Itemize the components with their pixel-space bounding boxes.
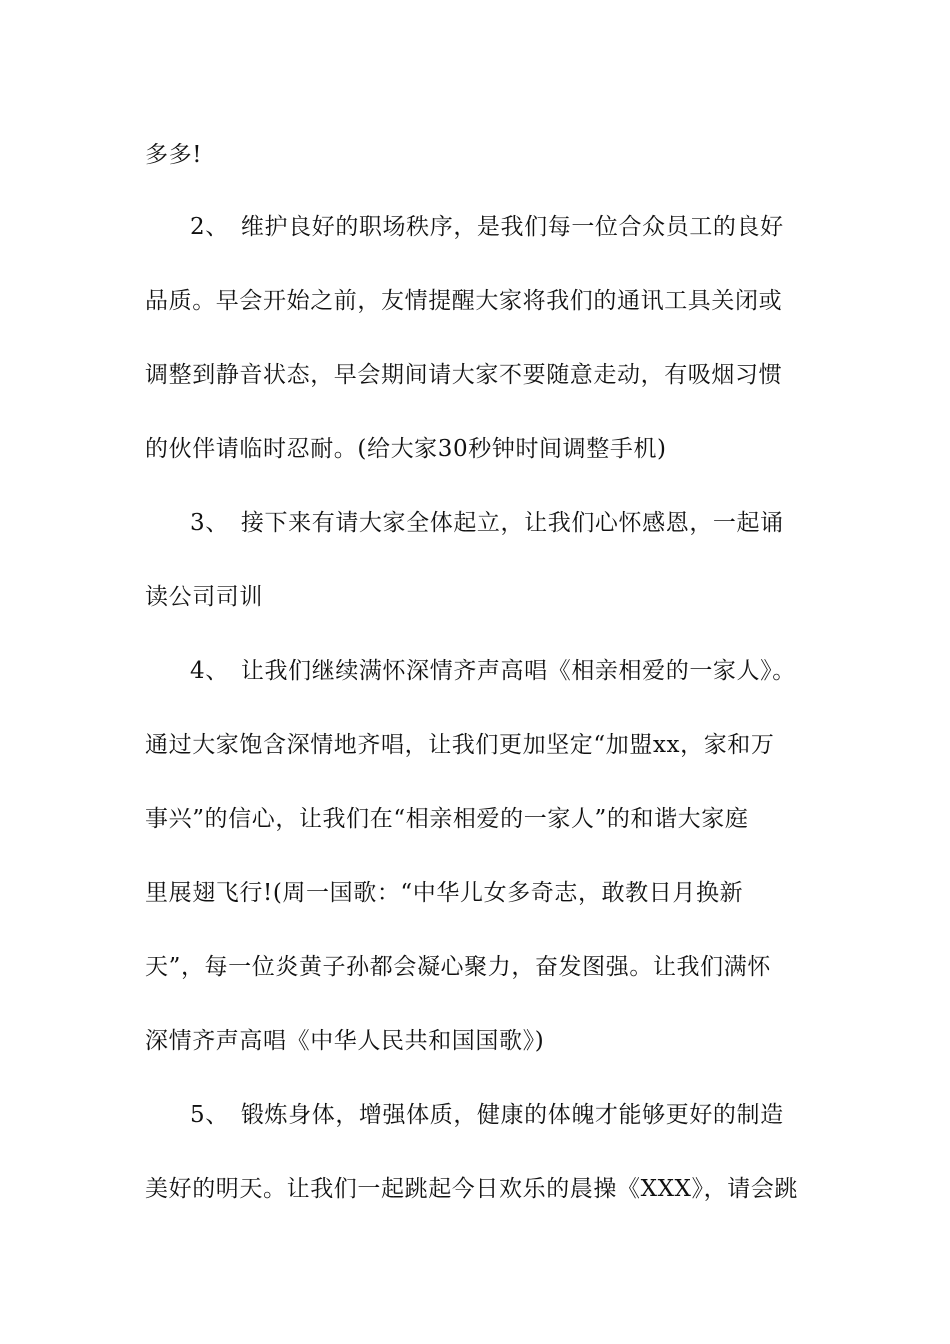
text-line: 通过大家饱含深情地齐唱，让我们更加坚定“加盟xx，家和万 bbox=[145, 732, 775, 758]
text-line: 事兴”的信心，让我们在“相亲相爱的一家人”的和谐大家庭 bbox=[145, 806, 749, 832]
text-line: 里展翅飞行!(周一国歌：“中华儿女多奇志，敢教日月换新 bbox=[145, 880, 744, 906]
text-line: 5、 锻炼身体，增强体质，健康的体魄才能够更好的制造 bbox=[190, 1102, 784, 1128]
text-line: 品质。早会开始之前，友情提醒大家将我们的通讯工具关闭或 bbox=[145, 288, 783, 314]
text-line: 3、 接下来有请大家全体起立，让我们心怀感恩，一起诵 bbox=[190, 510, 784, 536]
text-line: 4、 让我们继续满怀深情齐声高唱《相亲相爱的一家人》。 bbox=[190, 658, 796, 684]
text-line: 2、 维护良好的职场秩序，是我们每一位合众员工的良好 bbox=[190, 214, 784, 240]
text-line: 调整到静音状态，早会期间请大家不要随意走动，有吸烟习惯 bbox=[145, 362, 783, 388]
text-line: 的伙伴请临时忍耐。(给大家30秒钟时间调整手机) bbox=[145, 436, 667, 462]
text-line: 美好的明天。让我们一起跳起今日欢乐的晨操《XXX》，请会跳 bbox=[145, 1176, 799, 1202]
text-line: 深情齐声高唱《中华人民共和国国歌》) bbox=[145, 1028, 545, 1054]
text-line: 读公司司训 bbox=[145, 584, 263, 610]
text-line: 天”，每一位炎黄子孙都会凝心聚力，奋发图强。让我们满怀 bbox=[145, 954, 771, 980]
text-line: 多多! bbox=[145, 142, 203, 168]
